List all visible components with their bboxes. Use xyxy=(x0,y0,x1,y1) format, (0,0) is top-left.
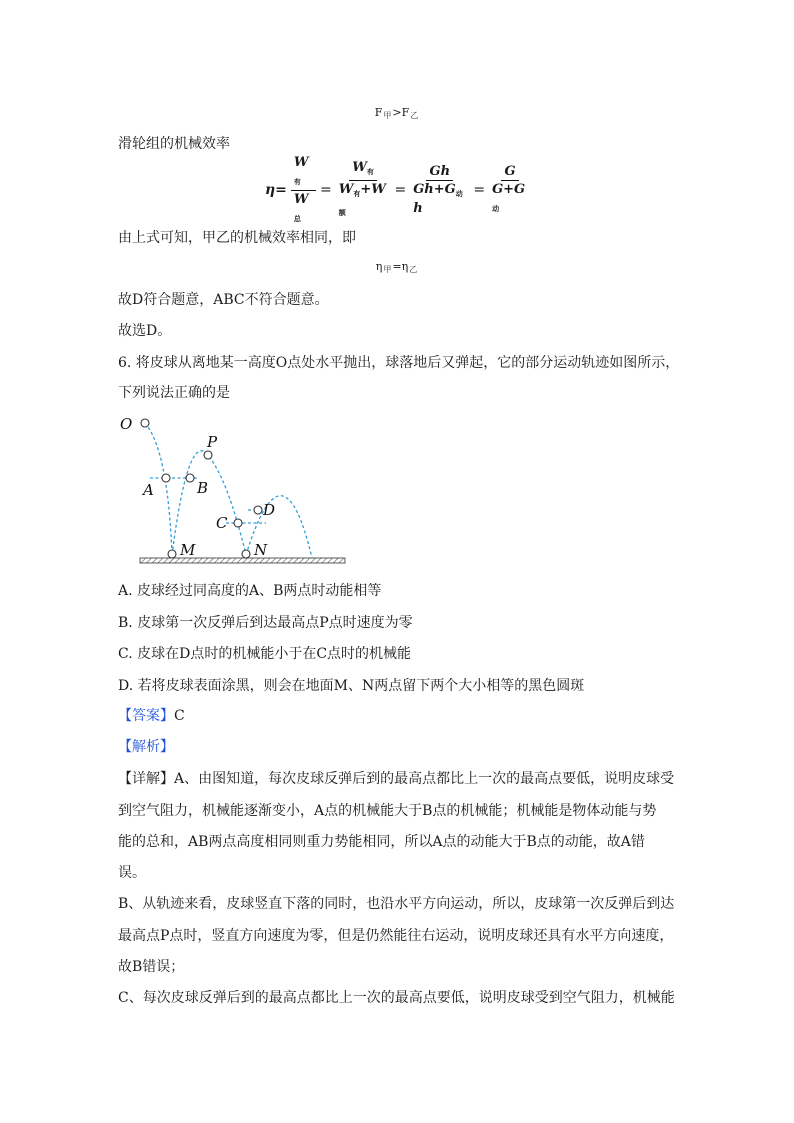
ground xyxy=(140,558,345,563)
option-b: B. 皮球第一次反弹后到达最高点P点时速度为零 xyxy=(118,615,413,631)
detail-line-6: 最高点P点时，竖直方向速度为零，但是仍然能往右运动，说明皮球还具有水平方向速度， xyxy=(118,928,674,944)
question-6-line-1: 6. 将皮球从离地某一高度O点处水平抛出，球落地后又弹起，它的部分运动轨迹如图所示， xyxy=(118,355,680,371)
conclusion-line: 由上式可知，甲乙的机械效率相同，即 xyxy=(118,230,356,246)
detail-line-5: B、从轨迹来看，皮球竖直下落的同时，也沿水平方向运动，所以，皮球第一次反弹后到达 xyxy=(118,896,675,912)
point-m-ball xyxy=(168,550,176,558)
answer-line xyxy=(118,706,185,726)
fraction-3: $\frac{Gh}{Gh+G_动h}$ xyxy=(413,164,463,216)
label-b: B xyxy=(197,479,209,497)
detail-line-1: 【详解】A、由图知道，每次皮球反弹后到的最高点都比上一次的最高点要低，说明皮球受 xyxy=(118,771,675,787)
detail-line-4: 误。 xyxy=(118,865,146,881)
d-matches-line: 故D符合题意，ABC不符合题意。 xyxy=(118,292,329,308)
label-n: N xyxy=(254,541,268,559)
point-p-ball xyxy=(204,451,212,459)
label-c: C xyxy=(216,514,228,532)
point-a-ball xyxy=(162,474,170,482)
trajectory-path xyxy=(145,423,312,558)
efficiency-intro-line: 滑轮组的机械效率 xyxy=(118,136,230,152)
efficiency-formula: η= $\frac{W_有}{W_总}$ = $\frac{W_有}{W_有+W_额}$ = $\frac{Gh}{Gh+G_动h}$ = $\frac{G}{G+G_动}$ xyxy=(263,168,533,212)
answer-value: C xyxy=(174,708,185,724)
answer-tag: 【答案】 xyxy=(118,708,174,724)
label-p: P xyxy=(207,433,218,451)
point-d-ball xyxy=(254,506,262,514)
choose-d-line: 故选D。 xyxy=(118,323,172,339)
label-o: O xyxy=(120,415,133,433)
point-o-ball xyxy=(141,419,149,427)
point-b-ball xyxy=(186,474,194,482)
fraction-1: $\frac{W_有}{W_总}$ xyxy=(291,155,316,226)
option-c: C. 皮球在D点时的机械能小于在C点时的机械能 xyxy=(118,646,412,662)
fraction-4: $\frac{G}{G+G_动}$ xyxy=(492,164,526,213)
option-d: D. 若将皮球表面涂黑，则会在地面M、N两点留下两个大小相等的黑色圆斑 xyxy=(118,678,585,694)
fraction-2: $\frac{W_有}{W_有+W_额}$ xyxy=(338,160,386,217)
label-m: M xyxy=(180,541,196,559)
question-6-line-2: 下列说法正确的是 xyxy=(118,385,230,401)
eta-equality-formula: $\eta_甲=\eta_乙$ xyxy=(375,260,418,274)
detail-tag: 【详解】 xyxy=(118,771,174,787)
analysis-tag: 【解析】 xyxy=(118,739,174,755)
detail-line-8: C、每次皮球反弹后到的最高点都比上一次的最高点要低，说明皮球受到空气阻力，机械能 xyxy=(118,990,675,1006)
label-a: A xyxy=(143,481,154,499)
point-n-ball xyxy=(242,550,250,558)
ball-trajectory-diagram xyxy=(118,410,348,570)
detail-line-2: 到空气阻力，机械能逐渐变小，A点的机械能大于B点的机械能；机械能是物体动能与势 xyxy=(118,803,657,819)
option-a: A. 皮球经过同高度的A、B两点时动能相等 xyxy=(118,583,382,599)
force-comparison-formula: $F_甲>F_乙$ xyxy=(374,106,419,120)
label-d: D xyxy=(263,501,276,519)
point-c-ball xyxy=(234,519,242,527)
detail-line-3: 能的总和，AB两点高度相同则重力势能相同，所以A点的动能大于B点的动能，故A错 xyxy=(118,834,645,850)
detail-line-7: 故B错误； xyxy=(118,959,185,975)
